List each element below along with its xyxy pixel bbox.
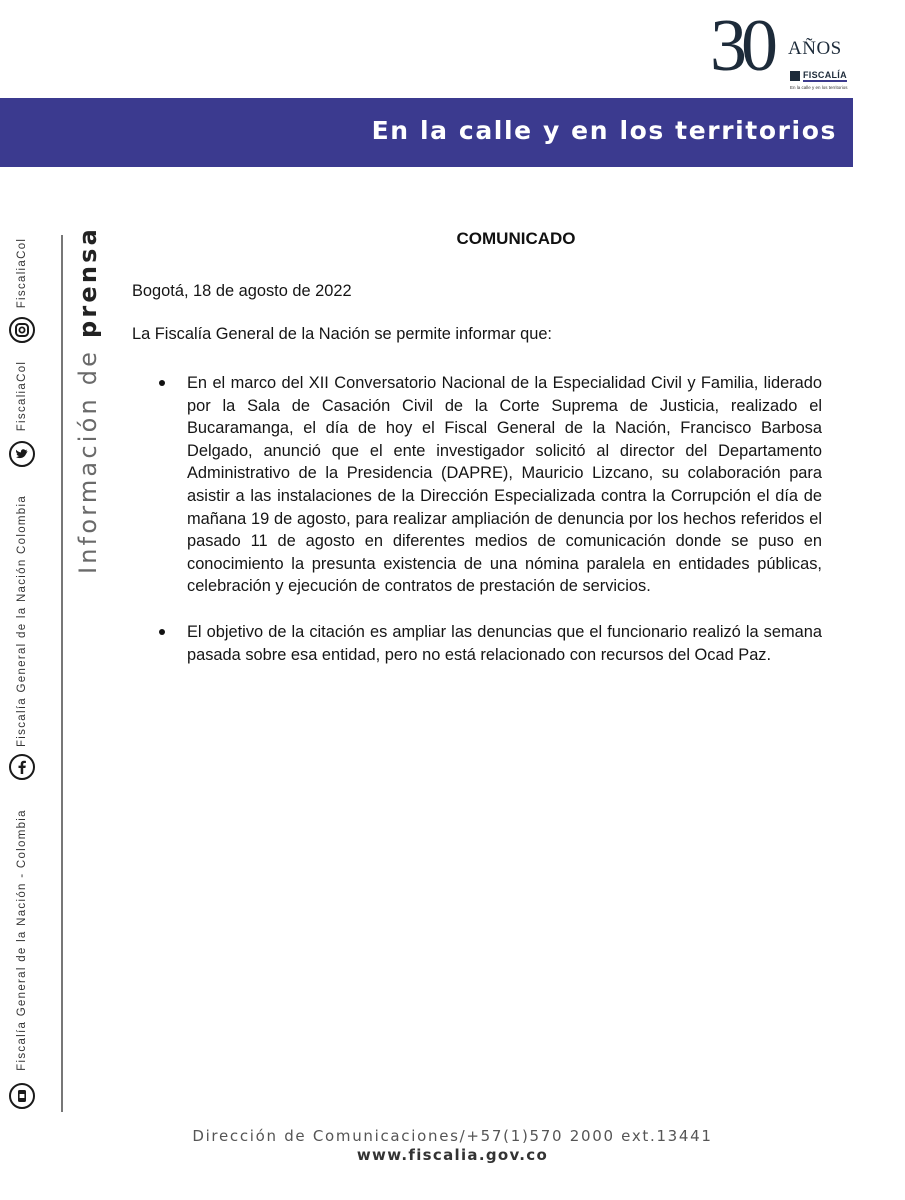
bullet-list (132, 372, 822, 689)
header-banner (0, 98, 853, 167)
document-title: COMUNICADO (456, 229, 576, 248)
instagram-icon (9, 317, 35, 343)
list-item (132, 621, 822, 666)
twitter-icon (9, 441, 35, 467)
social-sidebar (10, 230, 34, 1115)
section-label-bold: prensa (74, 225, 102, 339)
fiscalia-30-anos-logo (710, 5, 848, 90)
youtube-handle: Fiscalía General de la Nación - Colombia (16, 809, 28, 1071)
bullet-dot (159, 629, 165, 635)
facebook-icon (9, 754, 35, 780)
flag-icon (790, 71, 800, 81)
intro-paragraph: La Fiscalía General de la Nación se permite informar que: (132, 325, 552, 343)
section-label-prefix: Información de (74, 348, 102, 575)
bullet-dot (159, 380, 165, 386)
footer-website[interactable]: www.fiscalia.gov.co (356, 1146, 549, 1164)
list-item (132, 372, 822, 598)
bullet-text: El objetivo de la citación es ampliar las denuncias que el funcionario realizó la semana pasada sobre esa entidad, pero no está relacionado con recursos del Ocad Paz. (187, 622, 822, 664)
logo-tagline: En la calle y en los territorios (790, 85, 848, 90)
banner-title: En la calle y en los territorios (371, 116, 837, 145)
section-label (74, 226, 102, 574)
date-line: Bogotá, 18 de agosto de 2022 (132, 282, 352, 300)
instagram-handle: FiscaliaCol (16, 237, 28, 309)
twitter-handle: FiscaliaCol (16, 360, 28, 432)
logo-number: 30 (710, 5, 772, 87)
logo-org: FISCALÍA (803, 70, 847, 80)
logo-years: AÑOS (788, 38, 842, 59)
bullet-text: En el marco del XII Conversatorio Nacional de la Especialidad Civil y Familia, liderado por la Sala de Casación Civil de la Corte Suprema de Justicia, realizado el Bucaramanga, el día de hoy el Fiscal General de la Nación, Francisco Barbosa Delgado, anunció que el ente investigador solicitó al director del Departamento Administrativo de la Presidencia (DAPRE), Mauricio Lizcano, su colaboración para asistir a las instalaciones de la Dirección Especializada contra la Corrupción el día de mañana 19 de agosto, para realizar ampliación de denuncia por los hechos referidos el pasado 11 de agosto en diferentes medios de comunicación donde se puso en conocimiento la presunta existencia de una nómina paralela en entidades públicas, celebración y ejecución de contratos de prestación de servicios. (187, 374, 822, 596)
sidebar-divider (61, 235, 63, 1112)
youtube-icon (9, 1083, 35, 1109)
footer-contact: Dirección de Comunicaciones/+57(1)570 2000 ext.13441 (192, 1127, 713, 1145)
facebook-handle: Fiscalía General de la Nación Colombia (16, 494, 28, 748)
